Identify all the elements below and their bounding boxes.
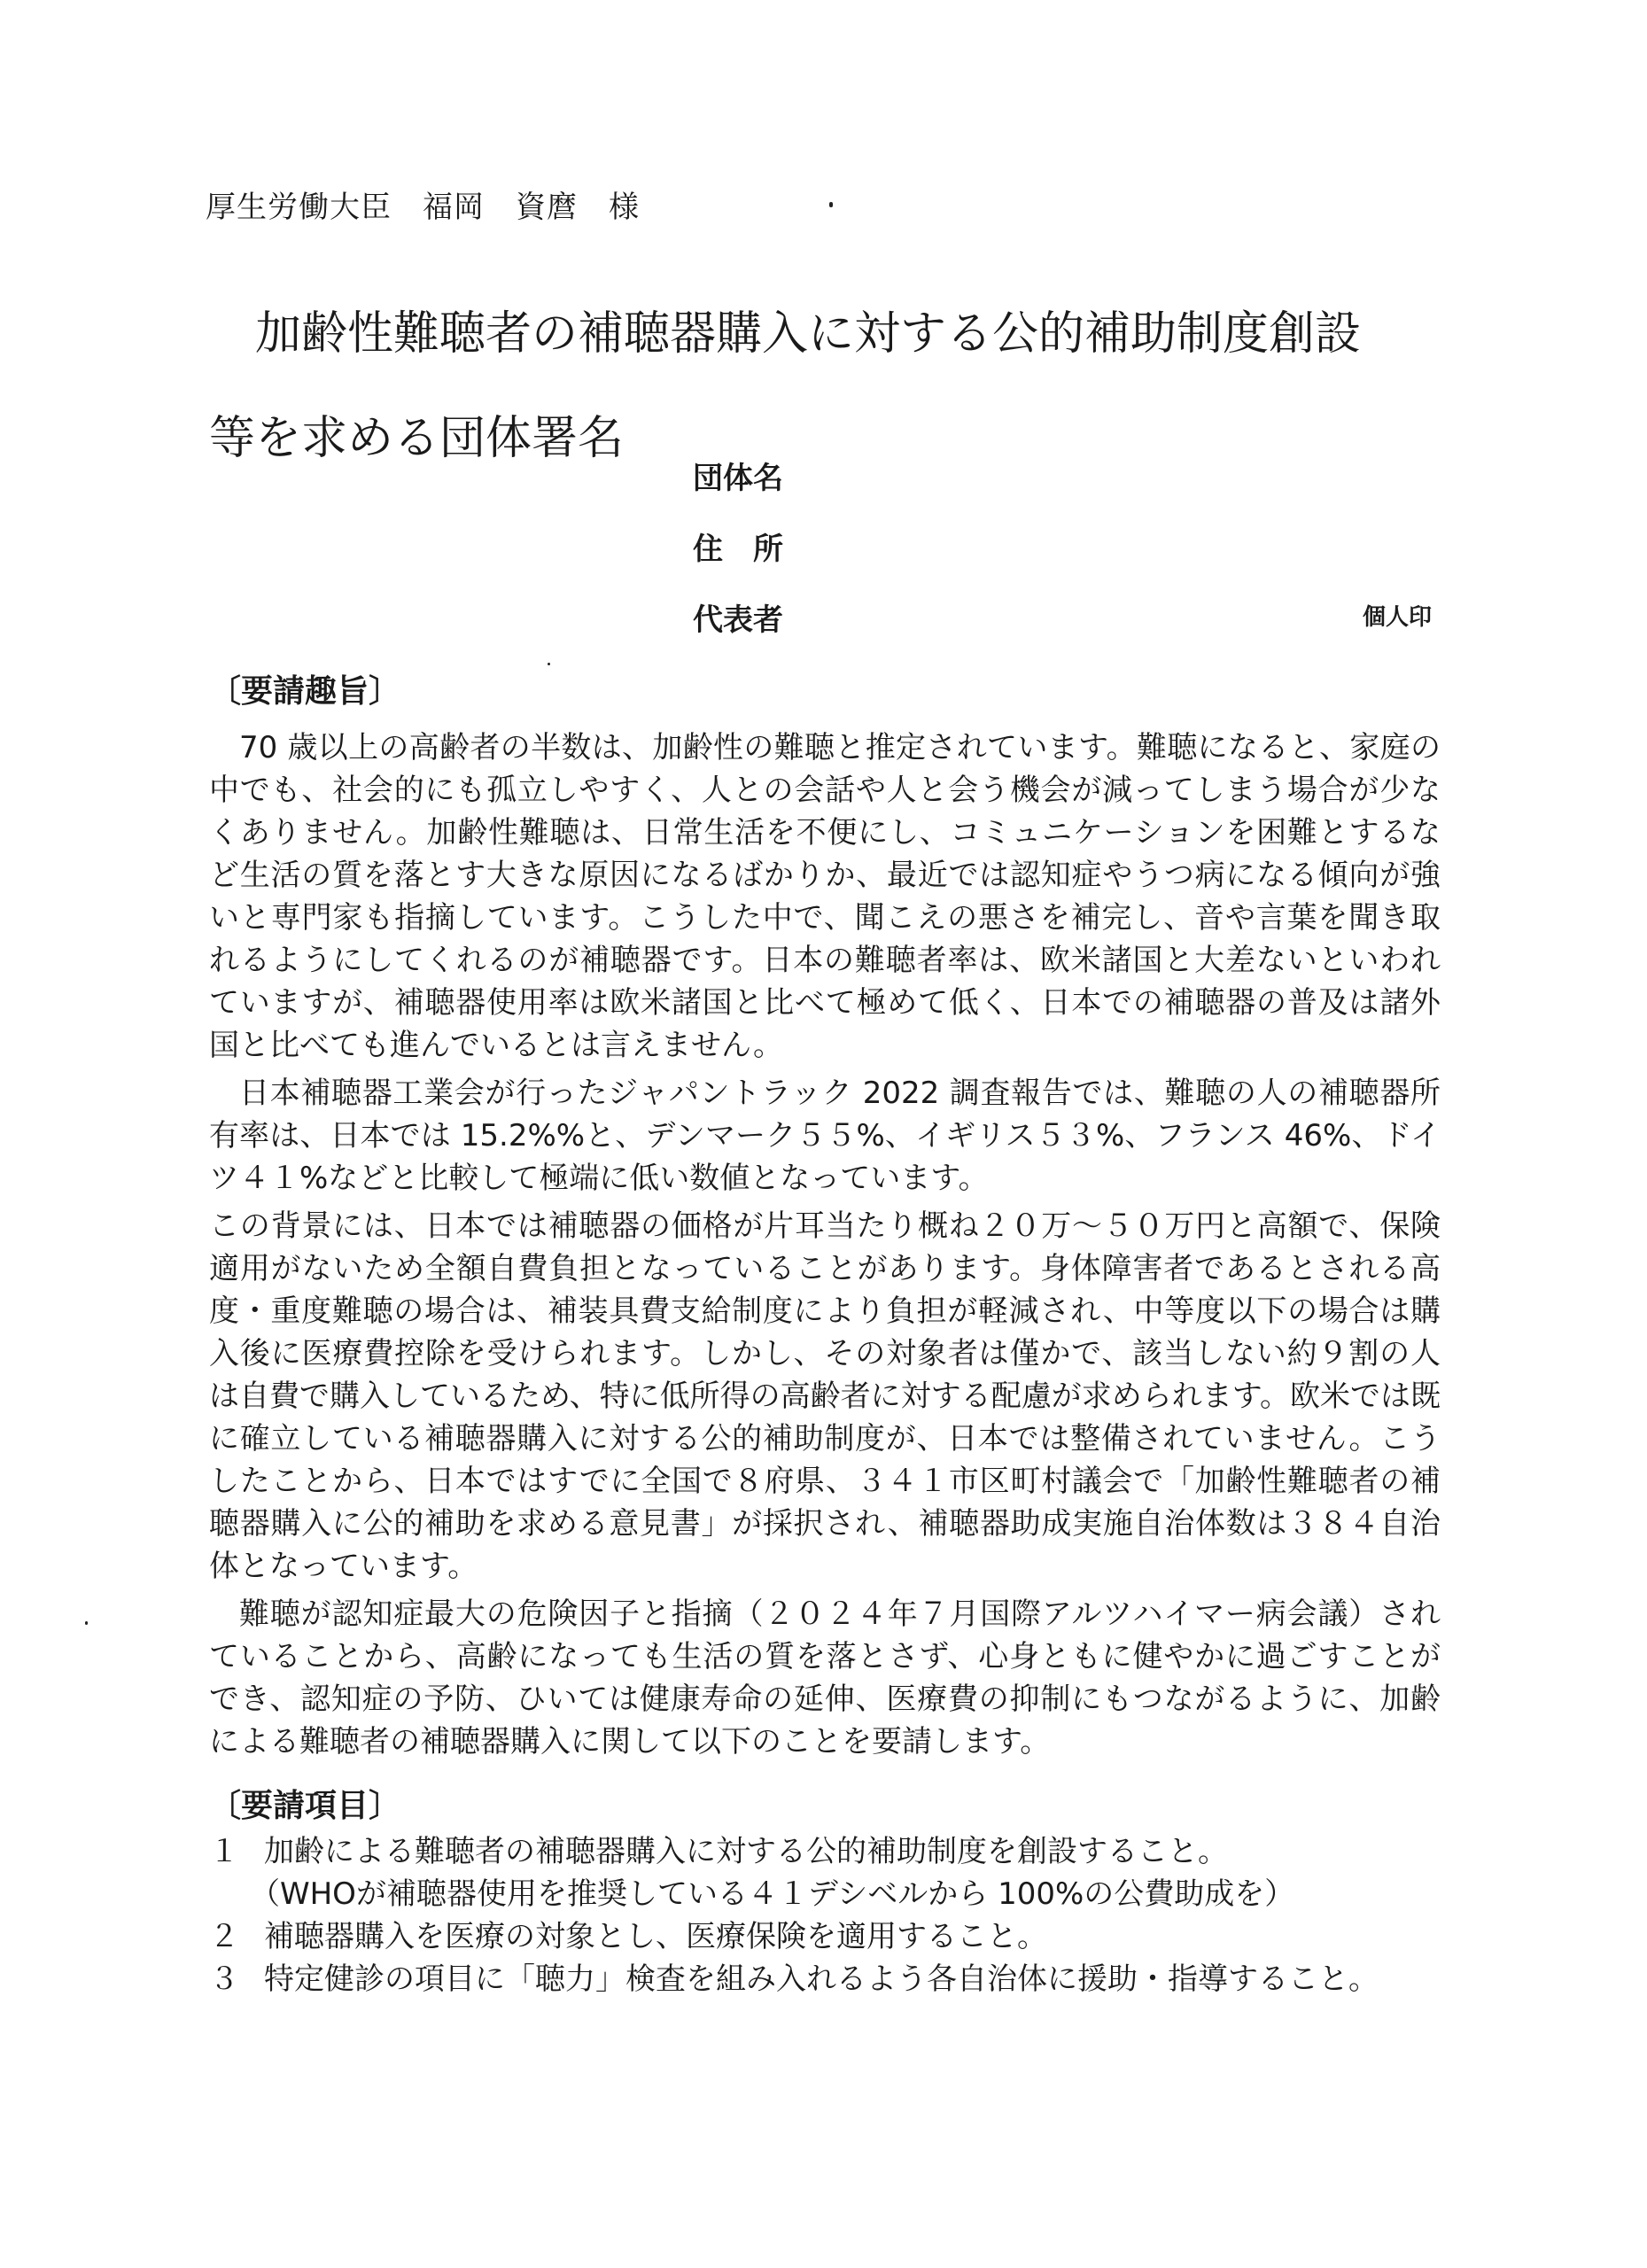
- title-line-2: 等を求める団体署名: [209, 412, 625, 465]
- purpose-body: [209, 726, 1441, 1768]
- scan-speck: [548, 663, 550, 665]
- purpose-paragraph-1: 70 歳以上の高齢者の半数は、加齢性の難聴と推定されています。難聴になると、家庭の中でも、社会的にも孤立しやすく、人との会話や人と会う機会が減ってしまう場合が少なくありません。加齢性難聴は、日常生活を不便にし、コミュニケーションを困難とするなど生活の質を落とす大きな原因になるばかりか、最近では認知症やうつ病になる傾向が強いと専門家も指摘しています。こうした中で、聞こえの悪さを補完し、音や言葉を聞き取れるようにしてくれるのが補聴器です。日本の難聴者率は、欧米諸国と大差ないといわれていますが、補聴器使用率は欧米諸国と比べて極めて低く、日本での補聴器の普及は諸外国と比べても進んでいるとは言えません。: [209, 730, 1441, 1063]
- signature-fields: [693, 454, 783, 666]
- request-text: 加齢による難聴者の補聴器購入に対する公的補助制度を創設すること。: [264, 1834, 1228, 1869]
- requests-heading: 〔要請項目〕: [209, 1788, 401, 1824]
- request-item-1: [209, 1830, 1476, 1873]
- request-item-1-note: （WHOが補聴器使用を推奨している４１デシベルから 100%の公費助成を）: [250, 1876, 1295, 1912]
- purpose-paragraph-2: 日本補聴器工業会が行ったジャパントラック 2022 調査報告では、難聴の人の補聴器所有率は、日本では 15.2%%と、デンマーク５５%、イギリス５３%、フランス 46%、ドイツ４１%などと比較して極端に低い数値となっています。: [209, 1076, 1441, 1196]
- request-item-2: [209, 1915, 1476, 1958]
- field-representative: 代表者: [693, 602, 783, 638]
- title-line-1: 加齢性難聴者の補聴器購入に対する公的補助制度創設: [255, 307, 1362, 361]
- field-address: 住 所: [693, 532, 783, 567]
- request-item-3: [209, 1958, 1476, 2000]
- scan-speck: [85, 1621, 88, 1625]
- seal-label: 個人印: [1363, 604, 1433, 631]
- request-text: 補聴器購入を医療の対象とし、医療保険を適用すること。: [264, 1919, 1047, 1954]
- request-text: 特定健診の項目に「聴力」検査を組み入れるよう各自治体に援助・指導すること。: [264, 1961, 1379, 1997]
- request-number: ２: [209, 1919, 239, 1954]
- petition-title: [209, 282, 1467, 491]
- scan-speck: [829, 202, 833, 207]
- purpose-paragraph-3: この背景には、日本では補聴器の価格が片耳当たり概ね２０万～５０万円と高額で、保険適用がないため全額自費負担となっていることがあります。身体障害者であるとされる高度・重度難聴の場合は、補装具費支給制度により負担が軽減され、中等度以下の場合は購入後に医療費控除を受けられます。しかし、その対象者は僅かで、該当しない約９割の人は自費で購入しているため、特に低所得の高齢者に対する配慮が求められます。欧米では既に確立している補聴器購入に対する公的補助制度が、日本では整備されていません。こうしたことから、日本ではすでに全国で８府県、３４１市区町村議会で「加齢性難聴者の補聴器購入に公的補助を求める意見書」が採択され、補聴器助成実施自治体数は３８４自治体となっています。: [209, 1208, 1441, 1584]
- purpose-heading: 〔要請趣旨〕: [209, 673, 401, 710]
- request-number: ３: [209, 1961, 239, 1997]
- purpose-paragraph-4: 難聴が認知症最大の危険因子と指摘（２０２４年７月国際アルツハイマー病会議）されていることから、高齢になっても生活の質を落とさず、心身ともに健やかに過ごすことができ、認知症の予防、ひいては健康寿命の延伸、医療費の抑制にもつながるように、加齢による難聴者の補聴器購入に関して以下のことを要請します。: [209, 1596, 1441, 1759]
- request-number: １: [209, 1834, 239, 1869]
- addressee: 厚生労働大臣 福岡 資麿 様: [206, 190, 640, 225]
- field-organization-name: 団体名: [693, 461, 783, 496]
- request-items: [209, 1830, 1476, 2000]
